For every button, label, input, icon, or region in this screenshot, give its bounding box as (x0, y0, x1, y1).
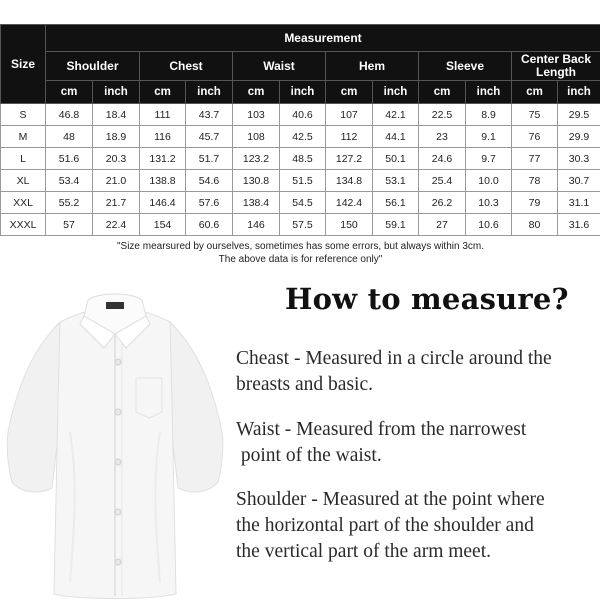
table-row (1, 214, 600, 236)
value-cell: 42.1 (373, 104, 419, 126)
value-cell: 79 (512, 192, 558, 214)
value-cell: 138.4 (233, 192, 280, 214)
value-cell: 116 (140, 126, 186, 148)
unit-inch: inch (558, 81, 600, 104)
waist-description-line: Waist - Measured from the narrowest (236, 419, 527, 440)
value-cell: 29.9 (558, 126, 600, 148)
value-cell: 51.7 (186, 148, 233, 170)
waist-description (236, 417, 526, 469)
chest-description (236, 346, 552, 398)
value-cell: 57.5 (280, 214, 326, 236)
value-cell: 75 (512, 104, 558, 126)
value-cell: 108 (233, 126, 280, 148)
value-cell: 142.4 (326, 192, 373, 214)
value-cell: 138.8 (140, 170, 186, 192)
chest-description-line: breasts and basic. (236, 374, 373, 395)
value-cell: 40.6 (280, 104, 326, 126)
sleeve-header: Sleeve (419, 52, 512, 81)
value-cell: 30.3 (558, 148, 600, 170)
value-cell: 76 (512, 126, 558, 148)
value-cell: 48 (46, 126, 93, 148)
value-cell: 45.7 (186, 126, 233, 148)
hem-header: Hem (326, 52, 419, 81)
shoulder-description-line: Shoulder - Measured at the point where (236, 489, 545, 510)
waist-header: Waist (233, 52, 326, 81)
unit-cm: cm (46, 81, 93, 104)
size-cell: S (1, 104, 46, 126)
chest-header: Chest (140, 52, 233, 81)
value-cell: 51.6 (46, 148, 93, 170)
unit-inch: inch (373, 81, 419, 104)
table-row (1, 192, 600, 214)
waist-description-line: point of the waist. (236, 445, 382, 466)
value-cell: 50.1 (373, 148, 419, 170)
unit-inch: inch (93, 81, 140, 104)
value-cell: 57 (46, 214, 93, 236)
table-note-row (1, 236, 600, 271)
size-cell: XXL (1, 192, 46, 214)
shoulder-description-line: the horizontal part of the shoulder and (236, 515, 534, 536)
value-cell: 43.7 (186, 104, 233, 126)
value-cell: 130.8 (233, 170, 280, 192)
value-cell: 10.3 (466, 192, 512, 214)
value-cell: 131.2 (140, 148, 186, 170)
value-cell: 22.4 (93, 214, 140, 236)
size-cell: L (1, 148, 46, 170)
value-cell: 18.9 (93, 126, 140, 148)
value-cell: 25.4 (419, 170, 466, 192)
value-cell: 31.6 (558, 214, 600, 236)
value-cell: 107 (326, 104, 373, 126)
value-cell: 78 (512, 170, 558, 192)
unit-inch: inch (280, 81, 326, 104)
table-row (1, 126, 600, 148)
size-cell: XL (1, 170, 46, 192)
size-chart-table (0, 24, 600, 270)
value-cell: 29.5 (558, 104, 600, 126)
value-cell: 44.1 (373, 126, 419, 148)
value-cell: 46.8 (46, 104, 93, 126)
value-cell: 77 (512, 148, 558, 170)
value-cell: 53.1 (373, 170, 419, 192)
value-cell: 134.8 (326, 170, 373, 192)
unit-cm: cm (140, 81, 186, 104)
value-cell: 10.6 (466, 214, 512, 236)
value-cell: 30.7 (558, 170, 600, 192)
measurement-header: Measurement (46, 25, 600, 52)
note-line-2: The above data is for reference only" (218, 254, 383, 265)
shoulder-description-line: the vertical part of the arm meet. (236, 541, 492, 562)
value-cell: 22.5 (419, 104, 466, 126)
value-cell: 103 (233, 104, 280, 126)
value-cell: 54.5 (280, 192, 326, 214)
value-cell: 112 (326, 126, 373, 148)
value-cell: 60.6 (186, 214, 233, 236)
value-cell: 24.6 (419, 148, 466, 170)
value-cell: 21.0 (93, 170, 140, 192)
size-header: Size (1, 25, 46, 104)
center-back-length-header: Center Back Length (512, 52, 600, 81)
value-cell: 48.5 (280, 148, 326, 170)
value-cell: 21.7 (93, 192, 140, 214)
value-cell: 10.0 (466, 170, 512, 192)
table-row (1, 148, 600, 170)
value-cell: 123.2 (233, 148, 280, 170)
value-cell: 111 (140, 104, 186, 126)
value-cell: 9.7 (466, 148, 512, 170)
unit-inch: inch (466, 81, 512, 104)
value-cell: 31.1 (558, 192, 600, 214)
how-to-measure-title: How to measure? (285, 282, 569, 316)
unit-cm: cm (233, 81, 280, 104)
shoulder-header: Shoulder (46, 52, 140, 81)
value-cell: 59.1 (373, 214, 419, 236)
value-cell: 23 (419, 126, 466, 148)
shoulder-description (236, 487, 545, 565)
value-cell: 146.4 (140, 192, 186, 214)
value-cell: 56.1 (373, 192, 419, 214)
value-cell: 8.9 (466, 104, 512, 126)
value-cell: 54.6 (186, 170, 233, 192)
value-cell: 150 (326, 214, 373, 236)
value-cell: 51.5 (280, 170, 326, 192)
size-cell: M (1, 126, 46, 148)
unit-inch: inch (186, 81, 233, 104)
value-cell: 27 (419, 214, 466, 236)
table-row (1, 104, 600, 126)
unit-cm: cm (419, 81, 466, 104)
note-line-1: "Size mearsured by ourselves, sometimes has some errors, but always within 3cm. (116, 241, 485, 252)
size-cell: XXXL (1, 214, 46, 236)
value-cell: 9.1 (466, 126, 512, 148)
value-cell: 42.5 (280, 126, 326, 148)
unit-cm: cm (512, 81, 558, 104)
value-cell: 57.6 (186, 192, 233, 214)
value-cell: 26.2 (419, 192, 466, 214)
shirt-image (0, 282, 230, 600)
value-cell: 53.4 (46, 170, 93, 192)
value-cell: 146 (233, 214, 280, 236)
value-cell: 18.4 (93, 104, 140, 126)
chest-description-line: Cheast - Measured in a circle around the (236, 348, 552, 369)
value-cell: 20.3 (93, 148, 140, 170)
value-cell: 55.2 (46, 192, 93, 214)
value-cell: 127.2 (326, 148, 373, 170)
value-cell: 154 (140, 214, 186, 236)
unit-cm: cm (326, 81, 373, 104)
table-row (1, 170, 600, 192)
table-note (1, 236, 600, 271)
value-cell: 80 (512, 214, 558, 236)
